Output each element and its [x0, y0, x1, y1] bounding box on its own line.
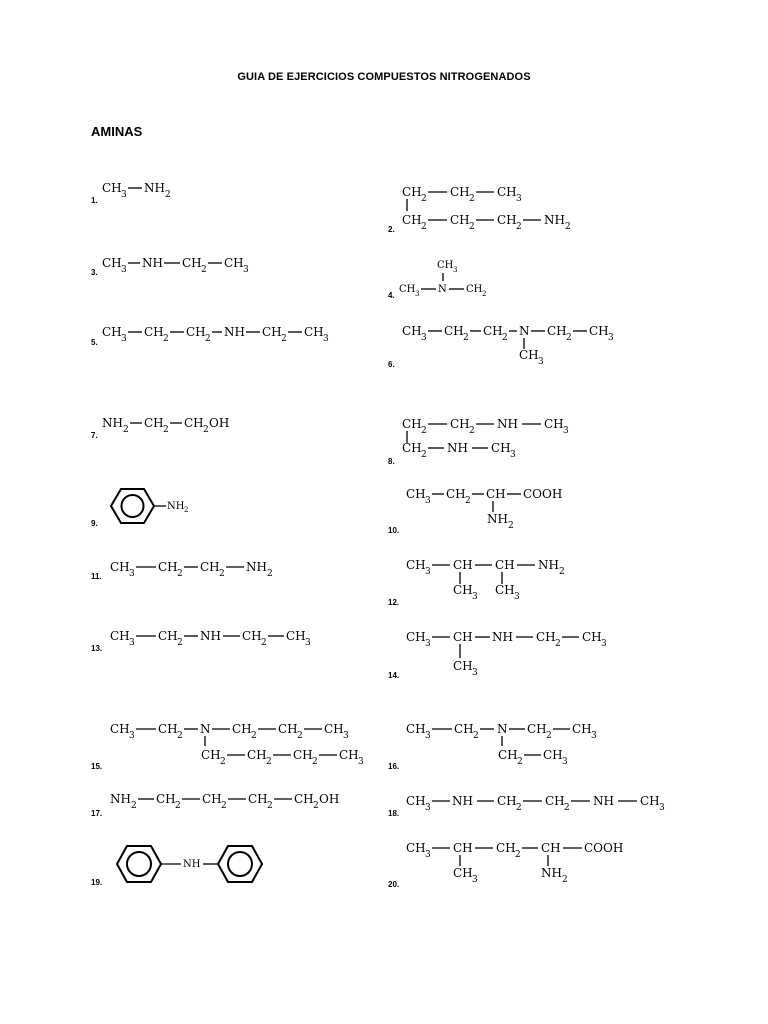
svg-text:2: 2	[201, 265, 207, 275]
svg-text:NH: NH	[492, 630, 513, 644]
svg-text:2: 2	[564, 803, 570, 813]
svg-text:2: 2	[177, 731, 183, 741]
exercise-number: 10.	[388, 526, 400, 535]
svg-text:2: 2	[482, 290, 487, 298]
svg-text:N: N	[200, 722, 211, 736]
aromatic-circle	[127, 852, 151, 876]
svg-text:CH: CH	[486, 487, 506, 501]
svg-text:NH: NH	[183, 859, 201, 870]
svg-text:CH: CH	[110, 629, 130, 643]
svg-text:NH: NH	[246, 560, 267, 574]
svg-text:3: 3	[562, 757, 568, 767]
svg-text:2: 2	[220, 757, 226, 767]
formula-8	[402, 417, 569, 460]
svg-text:2: 2	[297, 731, 303, 741]
svg-text:CH: CH	[450, 213, 470, 227]
svg-text:2: 2	[516, 222, 522, 232]
svg-text:CH: CH	[242, 629, 262, 643]
exercise-number: 16.	[388, 762, 400, 771]
svg-text:CH: CH	[589, 324, 609, 338]
svg-text:CH: CH	[144, 416, 164, 430]
svg-text:2: 2	[502, 333, 508, 343]
svg-text:2: 2	[469, 426, 475, 436]
svg-text:CH: CH	[286, 629, 306, 643]
svg-text:CH: CH	[495, 558, 515, 572]
svg-text:3: 3	[659, 803, 665, 813]
svg-text:3: 3	[514, 592, 520, 602]
svg-text:OH: OH	[209, 416, 230, 430]
svg-text:3: 3	[472, 592, 478, 602]
formula-2	[402, 185, 571, 232]
svg-text:2: 2	[516, 803, 522, 813]
svg-text:NH: NH	[538, 558, 559, 572]
svg-text:CH: CH	[483, 324, 503, 338]
svg-text:CH: CH	[184, 416, 204, 430]
svg-text:2: 2	[184, 506, 189, 514]
svg-text:CH: CH	[200, 560, 220, 574]
svg-text:2: 2	[555, 639, 561, 649]
svg-text:CH: CH	[278, 722, 298, 736]
atom-nh: NH	[144, 181, 165, 195]
svg-text:2: 2	[266, 757, 272, 767]
svg-text:NH: NH	[167, 501, 185, 512]
svg-text:NH: NH	[497, 417, 518, 431]
exercise-number: 20.	[388, 880, 400, 889]
svg-text:NH: NH	[102, 416, 123, 430]
formula-10	[406, 487, 562, 531]
svg-text:CH: CH	[640, 794, 660, 808]
svg-text:2: 2	[163, 425, 169, 435]
section-heading: AMINAS	[91, 124, 143, 139]
formula-19	[117, 846, 262, 882]
svg-text:2: 2	[517, 757, 523, 767]
svg-text:CH: CH	[450, 185, 470, 199]
svg-text:3: 3	[425, 803, 431, 813]
svg-text:3: 3	[129, 569, 135, 579]
formula-4	[399, 260, 486, 298]
svg-text:2: 2	[421, 426, 427, 436]
svg-text:NH: NH	[110, 792, 131, 806]
formula-6	[402, 324, 614, 367]
svg-text:3: 3	[425, 496, 431, 506]
svg-text:3: 3	[358, 757, 364, 767]
svg-text:3: 3	[243, 265, 249, 275]
svg-text:CH: CH	[541, 841, 561, 855]
svg-text:3: 3	[421, 333, 427, 343]
subscript: 2	[165, 190, 171, 200]
svg-text:NH: NH	[541, 866, 562, 880]
svg-text:3: 3	[121, 265, 127, 275]
svg-text:2: 2	[175, 801, 181, 811]
formula-15	[110, 722, 364, 767]
svg-text:CH: CH	[262, 325, 282, 339]
formula-3	[102, 256, 249, 275]
svg-text:2: 2	[261, 638, 267, 648]
svg-text:CH: CH	[406, 794, 426, 808]
formula-11	[110, 560, 273, 579]
svg-text:2: 2	[177, 638, 183, 648]
svg-text:CH: CH	[446, 487, 466, 501]
exercise-number: 6.	[388, 360, 395, 369]
svg-text:2: 2	[205, 334, 211, 344]
svg-text:3: 3	[601, 639, 607, 649]
svg-text:CH: CH	[527, 722, 547, 736]
exercise-number: 17.	[91, 809, 103, 818]
exercise-number: 19.	[91, 878, 103, 887]
svg-text:CH: CH	[247, 748, 267, 762]
svg-text:CH: CH	[498, 748, 518, 762]
svg-text:2: 2	[267, 801, 273, 811]
svg-text:2: 2	[559, 567, 565, 577]
svg-text:CH: CH	[156, 792, 176, 806]
svg-text:CH: CH	[491, 441, 511, 455]
svg-text:CH: CH	[453, 866, 473, 880]
svg-text:2: 2	[163, 334, 169, 344]
svg-text:N: N	[438, 284, 447, 295]
svg-text:2: 2	[203, 425, 209, 435]
svg-text:CH: CH	[444, 324, 464, 338]
svg-text:CH: CH	[110, 722, 130, 736]
svg-text:NH: NH	[224, 325, 245, 339]
svg-text:3: 3	[608, 333, 614, 343]
svg-text:CH: CH	[453, 630, 473, 644]
svg-text:CH: CH	[497, 185, 517, 199]
exercise-number: 13.	[91, 644, 103, 653]
svg-text:CH: CH	[406, 630, 426, 644]
formula-9	[111, 489, 188, 523]
svg-text:CH: CH	[402, 441, 422, 455]
svg-text:CH: CH	[453, 659, 473, 673]
svg-text:CH: CH	[543, 748, 563, 762]
svg-text:CH: CH	[186, 325, 206, 339]
svg-text:CH: CH	[572, 722, 592, 736]
svg-text:3: 3	[563, 426, 569, 436]
svg-text:3: 3	[538, 357, 544, 367]
svg-text:2: 2	[465, 496, 471, 506]
svg-text:3: 3	[472, 668, 478, 678]
svg-text:CH: CH	[294, 792, 314, 806]
atom-ch: CH	[102, 181, 122, 195]
svg-text:CH: CH	[224, 256, 244, 270]
svg-text:N: N	[497, 722, 508, 736]
svg-text:CH: CH	[110, 560, 130, 574]
svg-text:COOH: COOH	[584, 841, 624, 855]
svg-text:CH: CH	[497, 794, 517, 808]
svg-text:OH: OH	[319, 792, 340, 806]
svg-text:CH: CH	[495, 583, 515, 597]
svg-text:2: 2	[565, 222, 571, 232]
exercise-number: 14.	[388, 671, 400, 680]
svg-text:2: 2	[267, 569, 273, 579]
svg-text:CH: CH	[545, 794, 565, 808]
svg-text:2: 2	[515, 850, 521, 860]
svg-text:3: 3	[129, 731, 135, 741]
exercise-number: 7.	[91, 431, 98, 440]
svg-text:CH: CH	[497, 213, 517, 227]
svg-text:CH: CH	[406, 841, 426, 855]
svg-text:3: 3	[472, 875, 478, 885]
svg-text:CH: CH	[144, 325, 164, 339]
svg-text:CH: CH	[158, 629, 178, 643]
svg-text:CH: CH	[102, 256, 122, 270]
svg-text:2: 2	[473, 731, 479, 741]
svg-text:NH: NH	[487, 512, 508, 526]
svg-text:2: 2	[566, 333, 572, 343]
svg-text:CH: CH	[402, 417, 422, 431]
svg-text:CH: CH	[466, 284, 483, 295]
exercise-number: 18.	[388, 809, 400, 818]
svg-text:3: 3	[425, 731, 431, 741]
svg-text:CH: CH	[582, 630, 602, 644]
formula-20	[406, 841, 623, 885]
svg-text:CH: CH	[544, 417, 564, 431]
exercise-number: 2.	[388, 225, 395, 234]
svg-text:CH: CH	[450, 417, 470, 431]
svg-text:CH: CH	[453, 583, 473, 597]
svg-text:3: 3	[453, 266, 458, 274]
svg-text:N: N	[519, 324, 530, 338]
svg-text:CH: CH	[453, 558, 473, 572]
svg-text:3: 3	[323, 334, 329, 344]
svg-text:CH: CH	[158, 722, 178, 736]
svg-text:NH: NH	[200, 629, 221, 643]
svg-text:NH: NH	[447, 441, 468, 455]
svg-text:2: 2	[469, 194, 475, 204]
svg-text:CH: CH	[102, 325, 122, 339]
exercise-number: 15.	[91, 762, 103, 771]
svg-text:2: 2	[219, 569, 225, 579]
svg-text:3: 3	[121, 334, 127, 344]
svg-text:CH: CH	[158, 560, 178, 574]
svg-text:CH: CH	[437, 260, 454, 271]
svg-text:2: 2	[421, 194, 427, 204]
svg-text:CH: CH	[232, 722, 252, 736]
svg-text:CH: CH	[248, 792, 268, 806]
svg-text:3: 3	[425, 639, 431, 649]
svg-text:CH: CH	[339, 748, 359, 762]
exercise-number: 12.	[388, 598, 400, 607]
svg-text:CH: CH	[202, 792, 222, 806]
svg-text:CH: CH	[453, 841, 473, 855]
subscript: 3	[121, 190, 127, 200]
formula-5	[102, 325, 329, 344]
svg-text:CH: CH	[496, 841, 516, 855]
formula-13	[110, 629, 311, 648]
svg-text:3: 3	[516, 194, 522, 204]
svg-text:NH: NH	[544, 213, 565, 227]
svg-text:2: 2	[463, 333, 469, 343]
svg-text:3: 3	[591, 731, 597, 741]
svg-text:NH: NH	[593, 794, 614, 808]
svg-text:CH: CH	[304, 325, 324, 339]
svg-text:CH: CH	[293, 748, 313, 762]
svg-text:3: 3	[129, 638, 135, 648]
svg-text:CH: CH	[406, 558, 426, 572]
svg-text:COOH: COOH	[523, 487, 563, 501]
formula-17	[110, 792, 339, 811]
svg-text:2: 2	[469, 222, 475, 232]
svg-text:CH: CH	[402, 185, 422, 199]
svg-text:2: 2	[312, 757, 318, 767]
svg-text:CH: CH	[547, 324, 567, 338]
formula-14	[406, 630, 607, 678]
svg-text:2: 2	[123, 425, 129, 435]
svg-text:CH: CH	[201, 748, 221, 762]
svg-text:CH: CH	[324, 722, 344, 736]
svg-text:CH: CH	[399, 284, 416, 295]
svg-text:2: 2	[421, 222, 427, 232]
exercise-number: 9.	[91, 519, 98, 528]
exercise-number: 4.	[388, 291, 395, 300]
formula-18	[406, 794, 665, 813]
exercise-number: 5.	[91, 338, 98, 347]
svg-text:CH: CH	[519, 348, 539, 362]
page-title: GUIA DE EJERCICIOS COMPUESTOS NITROGENADOS	[237, 71, 531, 83]
svg-text:CH: CH	[454, 722, 474, 736]
svg-text:3: 3	[343, 731, 349, 741]
exercise-number: 3.	[91, 268, 98, 277]
svg-text:2: 2	[508, 521, 514, 531]
svg-text:CH: CH	[182, 256, 202, 270]
exercise-number: 11.	[91, 572, 102, 581]
svg-text:3: 3	[510, 450, 516, 460]
svg-text:2: 2	[221, 801, 227, 811]
svg-text:CH: CH	[402, 324, 422, 338]
aromatic-circle	[122, 495, 144, 517]
svg-text:CH: CH	[402, 213, 422, 227]
svg-text:2: 2	[313, 801, 319, 811]
svg-text:CH: CH	[536, 630, 556, 644]
svg-text:NH: NH	[142, 256, 163, 270]
svg-text:NH: NH	[452, 794, 473, 808]
svg-text:CH: CH	[406, 722, 426, 736]
formula-12	[406, 558, 565, 602]
svg-text:3: 3	[425, 850, 431, 860]
formula-16	[406, 722, 597, 767]
formula-7	[102, 416, 229, 435]
svg-text:2: 2	[546, 731, 552, 741]
svg-text:2: 2	[421, 450, 427, 460]
aromatic-circle	[228, 852, 252, 876]
svg-text:2: 2	[251, 731, 257, 741]
svg-text:2: 2	[562, 875, 568, 885]
svg-text:CH: CH	[406, 487, 426, 501]
exercise-number: 1.	[91, 196, 98, 205]
formula-1	[102, 181, 171, 200]
exercise-number: 8.	[388, 457, 395, 466]
svg-text:2: 2	[131, 801, 137, 811]
svg-text:2: 2	[281, 334, 287, 344]
svg-text:3: 3	[415, 290, 420, 298]
svg-text:3: 3	[305, 638, 311, 648]
svg-text:3: 3	[425, 567, 431, 577]
svg-text:2: 2	[177, 569, 183, 579]
